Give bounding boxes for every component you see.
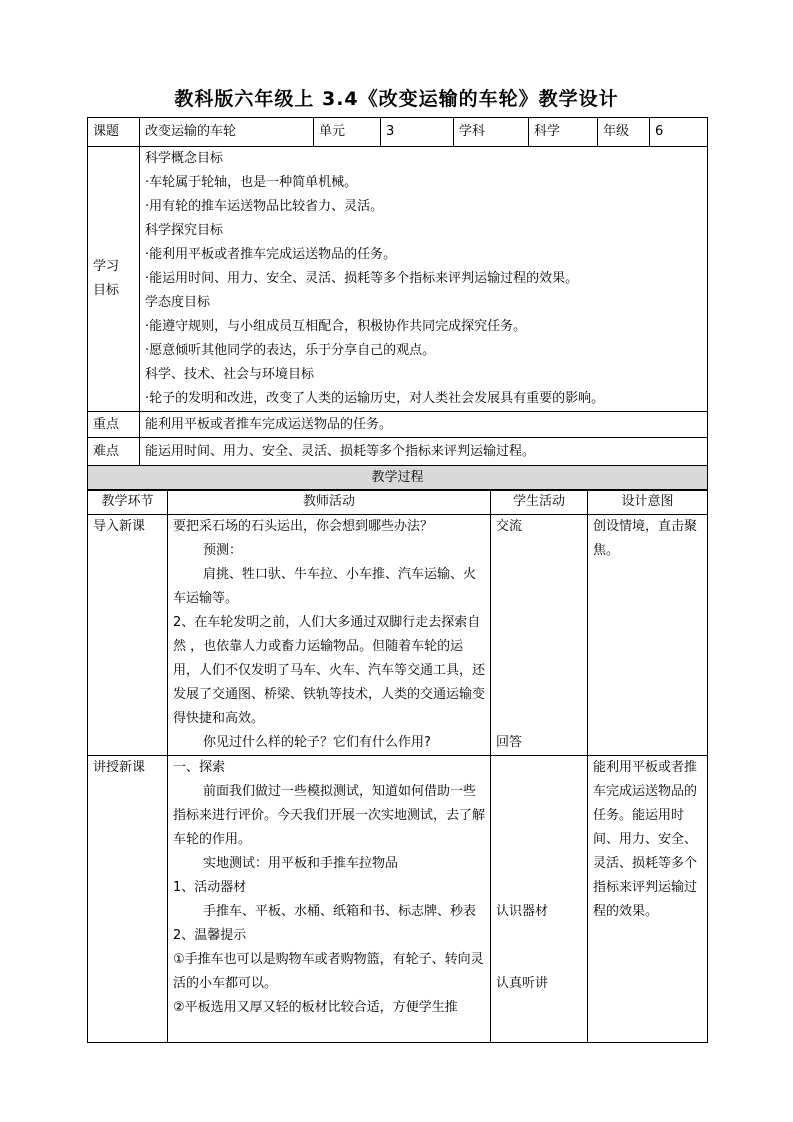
intro-teacher-text: 预测： [203,543,243,558]
intro-teacher-text: 肩挑、牲口驮、牛车拉、小车推、汽车运输、火车运输等。 [173,567,477,606]
difficulty-value: 能运用时间、用力、安全、灵活、损耗等多个指标来评判运输过程。 [140,438,708,466]
goals-label [88,147,140,412]
intro-student-text: 交流 [496,519,523,534]
goal-line: ·能利用平板或者推车完成运送物品的任务。 [145,247,397,262]
intro-teacher-activity [168,515,491,756]
header-teacher: 教师活动 [168,490,491,515]
new-teacher-text: 2、温馨提示 [173,928,247,943]
goal-line: ·车轮属于轮轴，也是一种简单机械。 [145,175,358,190]
new-teacher-text: ②平板选用又厚又轻的板材比较合适，方便学生推 [173,1000,458,1015]
goals-label-line1: 学习 [93,259,120,274]
new-stage: 讲授新课 [88,756,168,1043]
difficulty-label: 难点 [88,438,140,466]
subject-label: 学科 [454,118,529,147]
goal-line: 科学探究目标 [145,223,224,238]
goal-line: 科学概念目标 [145,151,224,166]
teaching-process-table [87,489,708,1043]
intro-teacher-text: 2、在车轮发明之前，人们大多通过双脚行走去探索自然 ，也依靠人力或畜力运输物品。但随着车轮的运用，人们不仅发明了马车、火车、汽车等交通工具，还发展了交通图、桥梁、铁轨等技术，人类的交通运输变得快捷和高效。 [173,615,486,726]
intro-student-text: 回答 [496,735,523,750]
goal-line: 学态度目标 [145,295,211,310]
intro-teacher-text: 你见过什么样的轮子？它们有什么作用? [203,735,431,750]
unit-value: 3 [381,118,454,147]
goal-line: ·能遵守规则，与小组成员互相配合，积极协作共同完成探究任务。 [145,319,527,334]
subject-value: 科学 [529,118,598,147]
header-intent: 设计意图 [588,490,708,515]
topic-value: 改变运输的车轮 [140,118,314,147]
goal-line: ·能运用时间、用力、安全、灵活、损耗等多个指标来评判运输过程的效果。 [145,271,579,286]
document-title: 教科版六年级上 3.4《改变运输的车轮》教学设计 [174,88,619,110]
new-teacher-text: 1、活动器材 [173,880,247,895]
key-point-value: 能利用平板或者推车完成运送物品的任务。 [140,412,708,438]
new-teacher-text: 实地测试：用平板和手推车拉物品 [203,856,399,871]
new-student-text: 认真听讲 [496,976,549,991]
unit-label: 单元 [314,118,381,147]
new-teacher-activity [168,756,491,1043]
intro-teacher-text: 要把采石场的石头运出，你会想到哪些办法？ [173,519,434,534]
header-student: 学生活动 [491,490,588,515]
intro-student-activity [491,515,588,756]
intro-stage: 导入新课 [88,515,168,756]
new-student-activity [491,756,588,1043]
topic-label: 课题 [88,118,140,147]
intro-design-intent: 创设情境，直击聚焦。 [588,515,708,756]
new-teacher-text: 手推车、平板、水桶、纸箱和书、标志牌、秒表 [203,904,477,919]
goals-label-line2: 目标 [93,283,120,298]
key-point-label: 重点 [88,412,140,438]
goal-line: ·用有轮的推车运送物品比较省力、灵活。 [145,199,384,214]
goal-line: ·轮子的发明和改进，改变了人类的运输历史，对人类社会发展具有重要的影响。 [145,391,605,406]
goals-content [140,147,708,412]
goal-line: ·愿意倾听其他同学的表达，乐于分享自己的观点。 [145,343,436,358]
grade-value: 6 [650,118,708,147]
lesson-info-table [87,117,708,491]
process-title: 教学过程 [88,466,708,491]
new-student-text: 认识器材 [496,904,549,919]
grade-label: 年级 [598,118,650,147]
new-teacher-text: ①手推车也可以是购物车或者购物篮，有轮子、转向灵活的小车都可以。 [173,952,484,991]
new-design-intent: 能利用平板或者推车完成运送物品的任务。能运用时间、用力、安全、灵活、损耗等多个指标来评判运输过程的效果。 [588,756,708,1043]
header-stage: 教学环节 [88,490,168,515]
new-teacher-text: 前面我们做过一些模拟测试，知道如何借助一些指标来进行评价。今天我们开展一次实地测试，去了解车轮的作用。 [173,784,486,847]
new-teacher-text: 一、探索 [173,760,226,775]
goal-line: 科学、技术、社会与环境目标 [145,367,315,382]
